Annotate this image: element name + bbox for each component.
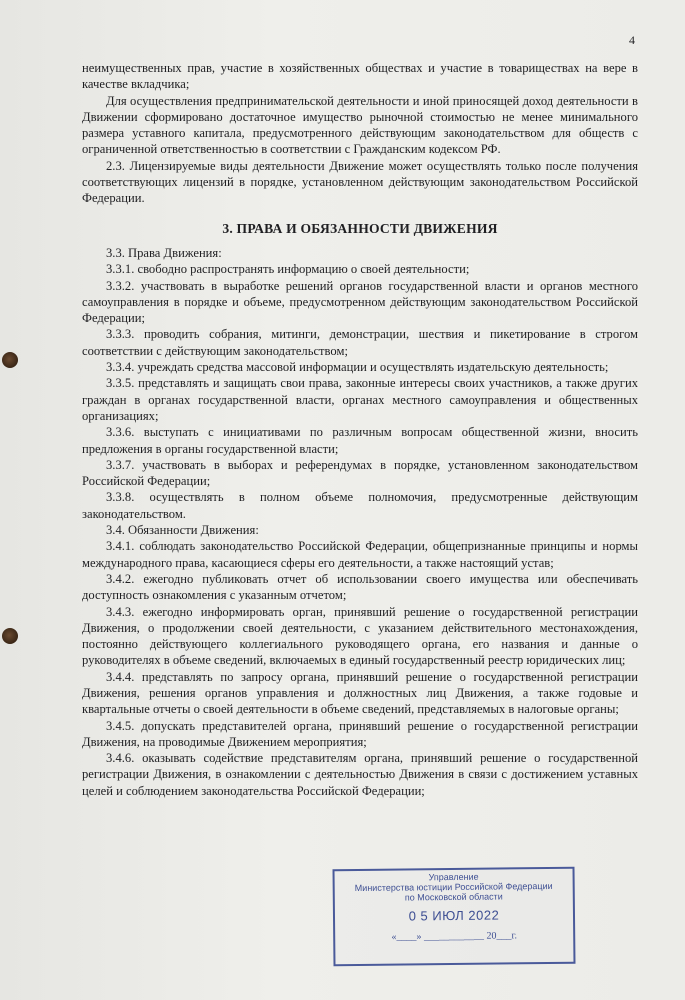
list-item: 3.3.6. выступать с инициативами по различным вопросам общественной жизни, вносить предложения в органы государственной власти; (82, 425, 638, 456)
list-item: 3.3.2. участвовать в выработке решений органов государственной власти и органов местного самоуправления в порядке и объеме, предусмотренном действующим законодательством Российской Федерации; (82, 278, 638, 326)
list-item: 3.3.3. проводить собрания, митинги, демонстрации, шествия и пикетирование в строгом соответствии с действующим законодательством; (82, 327, 638, 358)
list-item: 3.3.5. представлять и защищать свои права, законные интересы своих участников, а также других граждан в органах государственной власти, органах местного самоуправления и общественных организациях; (82, 376, 638, 423)
list-item: 3.3.4. учреждать средства массовой информации и осуществлять издательскую деятельность; (106, 360, 609, 375)
registration-stamp (332, 867, 575, 967)
page-number: 4 (629, 33, 635, 47)
paragraph: 2.3. Лицензируемые виды деятельности Движение может осуществлять только после получения соответствующих лицензий в порядке, установленном действующим законодательством Российской Федерации. (82, 158, 638, 206)
stamp-line-3: по Московской области (404, 891, 503, 903)
list-item: 3.4.6. оказывать содействие представителям органа, принявший решение о государственной регистрации Движения, в ознакомлении с деятельностью Движения в связи с достижением уставных целей и соблюдением законодательства Российской Федерации; (82, 751, 638, 798)
list-item: 3.4.5. допускать представителей органа, принявший решение о государственной регистрации Движения, на проводимые Движением мероприятия; (82, 718, 638, 749)
list-item: 3.4.2. ежегодно публиковать отчет об использовании своего имущества или обеспечивать доступность ознакомления с указанным отчетом; (82, 571, 638, 603)
binding-hole-icon (2, 628, 18, 644)
document-body (82, 60, 638, 799)
paragraph: неимущественных прав, участие в хозяйственных обществах и участие в товариществах на вере в качестве вкладчика; (82, 61, 638, 92)
paragraph: Для осуществления предпринимательской деятельности и иной приносящей доход деятельности в Движении сформировано достаточное имущество рыночной стоимостью не менее минимального размера уставного капитала, предусмотренного действующим законодательством для обществ с ограниченной ответственностью в соответствии с Гражданским кодексом РФ. (82, 93, 638, 157)
list-item: 3.4.3. ежегодно информировать орган, принявший решение о государственной регистрации Движения, о продолжении своей деятельности, с указанием действительного местонахождения, постоянно действующего коллегиального руководящего органа, его названия и данные о руководителях в объеме сведений, включаемых в единый государственный реестр юридических лиц; (82, 604, 638, 668)
list-item: 3.3.1. свободно распространять информацию о своей деятельности; (106, 262, 470, 277)
list-item: 3.3.8. осуществлять в полном объеме полномочия, предусмотренные действующим законодательством. (82, 490, 638, 521)
rights-title: 3.3. Права Движения: (106, 245, 222, 260)
stamp-date-blank: «____» ____________ 20___г. (391, 930, 517, 943)
binding-hole-icon (2, 352, 18, 368)
list-item: 3.4.4. представлять по запросу органа, принявший решение о государственной регистрации Движения, решения органов управления и должностных лиц Движения, а также годовые и квартальные отчеты о своей деятельности в объеме сведений, представляемых в налоговые органы; (82, 669, 638, 717)
stamp-line-1: Управление (428, 871, 479, 883)
duties-title: 3.4. Обязанности Движения: (106, 523, 259, 538)
section-heading: 3. ПРАВА И ОБЯЗАННОСТИ ДВИЖЕНИЯ (222, 220, 498, 236)
stamp-date: 0 5 ИЮЛ 2022 (408, 907, 500, 924)
stamp-line-2: Министерства юстиции Российской Федерации (354, 880, 553, 894)
list-item: 3.3.7. участвовать в выборах и референдумах в порядке, установленном законодательством Российской Федерации; (82, 457, 638, 489)
list-item: 3.4.1. соблюдать законодательство Российской Федерации, общепризнанные принципы и нормы международного права, касающиеся сферы его деятельности, а также настоящий устав; (82, 539, 638, 570)
